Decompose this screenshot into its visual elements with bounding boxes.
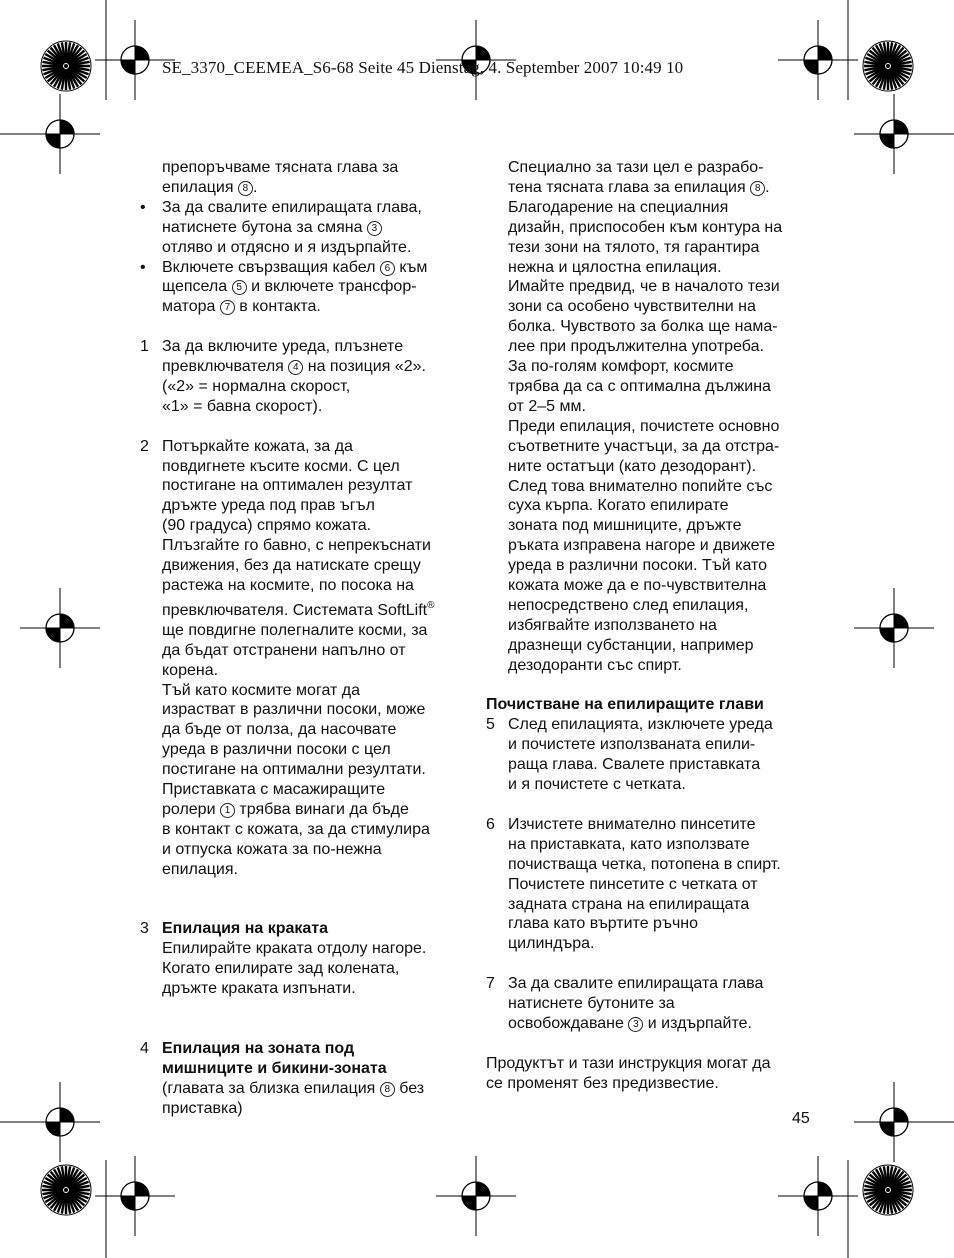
step-number: 5 <box>486 716 495 734</box>
step-number: 2 <box>140 437 149 455</box>
step-3: 3 Епилация на краката Епилирайте краката отдолу нагоре. Когато епилирате зад колената, дръжте краката изпънати. <box>140 919 475 999</box>
step-number: 6 <box>486 815 495 833</box>
print-slug: SE_3370_CEEMEA_S6-68 Seite 45 Dienstag, 4. September 2007 10:49 10 <box>162 58 684 77</box>
disclaimer: Продуктът и тази инструкция могат да <box>486 1054 771 1072</box>
ref-6: 6 <box>380 261 395 276</box>
disclaimer: се променят без предизвестие. <box>486 1074 719 1092</box>
step-heading: Епилация на краката <box>162 920 329 938</box>
step-4: 4 Епилация на зоната под мишниците и бикини-зоната (главата за близка епилация 8 без приставка) <box>140 1039 475 1119</box>
bullet-item: • Включете свързващия кабел 6 към щепсела 5 и включете трансфор- матора 7 в контакта. <box>140 258 428 316</box>
right-column <box>486 158 821 1094</box>
step-6: 6 Изчистете внимателно пинсетите на приставката, като използвате почистваща четка, потопена в спирт. Почистете пинсетите с четката от задната страна на епилиращата глава като въртите ръчно цилиндъра. <box>486 815 781 953</box>
bullet-mark: • <box>140 258 146 276</box>
ref-7: 7 <box>220 300 235 315</box>
ref-3: 3 <box>367 221 382 236</box>
left-column <box>140 158 475 1118</box>
step-number: 3 <box>140 920 149 938</box>
bullet-item: • За да свалите епилиращата глава, натиснете бутона за смяна 3 отляво и отдясно и я издърпайте. <box>140 198 422 256</box>
step-5: 5 След епилацията, изключете уреда и почистете използваната епили- раща глава. Свалете приставката и я почистете с четката. <box>486 716 773 794</box>
step-number: 4 <box>140 1039 149 1057</box>
page-number: 45 <box>792 1110 810 1127</box>
section-heading-cleaning: Почистване на епилиращите глави <box>486 696 764 714</box>
step-4-continued: Специално за тази цел е разрабо- тена тясната глава за епилация 8 . Благодарение на специалния дизайн, приспособен към контура на тези зони на тялото, тя гарантира нежна и цялостна епилация. Имайте предвид, че в началото тези зони са особено чувствителни на болка. Чувството за болка ще нама- лее при продължителна употреба. За по-голям комфорт, космите трябва да са с оптимална дължина от 2–5 мм. Преди епилация, почистете основно съответните участъци, за да отстра- ните остатъци (като дезодорант). След това внимателно попийте със суха кърпа. Когато епилирате зоната под мишниците, дръжте ръката изправена нагоре и движете уреда в различни посоки. Тъй като кожата може да е по-чувствителна непосредствено след епилация, избягвайте използването на дразнещи субстанции, например дезодоранти със спирт. <box>508 159 783 674</box>
ref-4: 4 <box>288 360 303 375</box>
step-heading: мишниците и бикини-зоната <box>162 1059 387 1077</box>
ref-8: 8 <box>380 1082 395 1097</box>
step-2: 2 Потъркайте кожата, за да повдигнете късите косми. С цел постигане на оптимален резултат дръжте уреда под прав ъгъл (90 градуса) спрямо кожата. Плъзгайте го бавно, с непрекъснати движения, без да натискате срещу растежа на космите, по посока на превключвателя. Системата SoftLift® ще повдигне полегналите косми, за да бъдат отстранени напълно от корена. Тъй като космите могат да израстват в различни посоки, може да бъде от полза, да насочвате уреда в различни посоки с цел постигане на оптимални резултати. Приставката с масажиращите ролери 1 трябва винаги да бъде в контакт с кожата, за да стимулира и отпуска кожата за по-нежна епилация. <box>140 437 435 878</box>
ref-3: 3 <box>628 1017 643 1032</box>
ref-8: 8 <box>238 181 253 196</box>
ref-5: 5 <box>232 280 247 295</box>
ref-8: 8 <box>750 181 765 196</box>
ref-1: 1 <box>220 803 235 818</box>
continued-paragraph: препоръчваме тясната глава за епилация 8 . <box>162 159 399 196</box>
step-1: 1 За да включите уреда, плъзнете превключвателя 4 на позиция «2». («2» = нормална скорост, «1» = бавна скорост). <box>140 338 426 415</box>
step-7: 7 За да свалите епилиращата глава натиснете бутоните за освобождаване 3 и издърпайте. <box>486 975 764 1032</box>
step-heading: Епилация на зоната под <box>162 1039 355 1057</box>
step-number: 7 <box>486 975 495 993</box>
registered-mark: ® <box>427 599 435 611</box>
step-number: 1 <box>140 338 149 356</box>
bullet-mark: • <box>140 198 146 216</box>
